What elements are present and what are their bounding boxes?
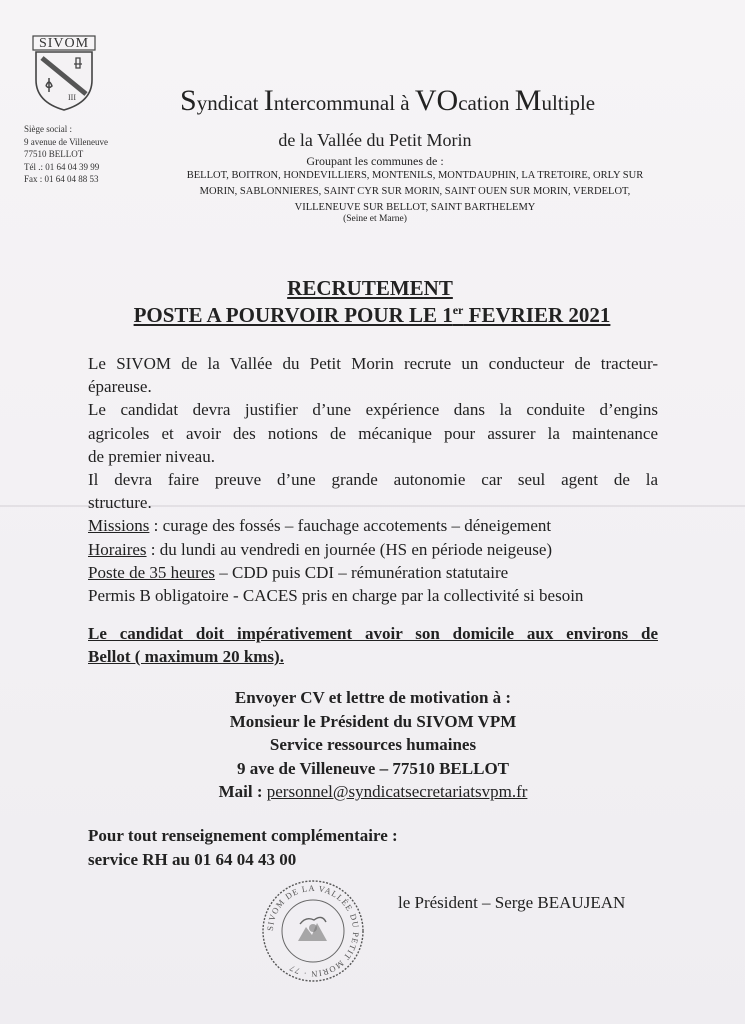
job-description [88, 352, 658, 607]
residence-requirement [88, 622, 658, 668]
requirement-line: agricoles et avoir des notions de mécanique pour assurer la maintenance [88, 423, 658, 443]
application-address [88, 686, 658, 804]
requirement-line: Le candidat devra justifier d’une expérience dans la conduite d’engins [88, 400, 658, 420]
organization-name: Syndicat Intercommunal à VOcation Multiple [180, 84, 596, 117]
hours-line: Horaires : du lundi au vendredi en journée (HS en période neigeuse) [88, 539, 553, 559]
autonomy-line-end: structure. [88, 493, 152, 513]
sender-city: 77510 BELLOT [24, 149, 84, 159]
stamp-text: SIVOM DE LA VALLÉE DU PETIT MORIN · 77 [264, 882, 362, 980]
requirement-line-end: de premier niveau. [88, 446, 215, 466]
grouping-label: Groupant les communes de : [306, 154, 444, 168]
organization-subtitle: de la Vallée du Petit Morin [278, 130, 472, 150]
license-line: Permis B obligatoire - CACES pris en charge par la collectivité si besoin [88, 586, 584, 606]
intro-line-end: épareuse. [88, 377, 152, 397]
svg-text:III: III [68, 93, 76, 102]
contact-info [88, 824, 588, 872]
missions-line: Missions : curage des fossés – fauchage accotements – déneigement [88, 516, 552, 536]
position-title: POSTE A POURVOIR POUR LE 1er FEVRIER 2021 [133, 303, 611, 327]
autonomy-line: Il devra faire preuve d’une grande autonomie car seul agent de la [88, 470, 658, 490]
info-line-2: service RH au 01 64 04 43 00 [88, 850, 297, 869]
info-line-1: Pour tout renseignement complémentaire : [88, 826, 398, 845]
residence-line-2: Bellot ( maximum 20 kms). [88, 647, 284, 666]
send-line-1: Envoyer CV et lettre de motivation à : [234, 688, 512, 707]
official-stamp [258, 876, 368, 986]
send-line-2: Monsieur le Président du SIVOM VPM [229, 711, 517, 731]
sender-tel: Tél .: 01 64 04 39 99 [24, 161, 100, 172]
position-line: Poste de 35 heures – CDD puis CDI – rémunération statutaire [88, 562, 509, 582]
intro-line: Le SIVOM de la Vallée du Petit Morin recrute un conducteur de tracteur- [88, 354, 658, 373]
sender-street: 9 avenue de Villeneuve [24, 136, 109, 147]
sender-address [24, 123, 108, 186]
logo-text: SIVOM [38, 36, 90, 51]
recruitment-title: RECRUTEMENT [287, 276, 453, 300]
send-line-4: 9 ave de Villeneuve – 77510 BELLOT [236, 758, 510, 778]
residence-line-1: Le candidat doit impérativement avoir son domicile aux environs de [88, 624, 658, 643]
department: (Seine et Marne) [343, 214, 407, 224]
send-line-3: Service ressources humaines [269, 735, 477, 754]
sender-label: Siège social : [24, 124, 72, 134]
signature: le Président – Serge BEAUJEAN [398, 893, 626, 912]
email-link[interactable]: personnel@syndicatsecretariatsvpm.fr [266, 782, 528, 801]
communes-list: BELLOT, BOITRON, HONDEVILLIERS, MONTENILS, MONTDAUPHIN, LA TRETOIRE, ORLY SUR MORIN, SABLONNIERES, SAINT CYR SUR MORIN, SAINT OUEN SUR MORIN, VERDELOT, VILLENEUVE SUR BELLOT, SAINT BARTHELEMY [186, 170, 644, 213]
mail-line: Mail : personnel@syndicatsecretariatsvpm.fr [218, 782, 528, 801]
sender-fax: Fax : 01 64 04 88 53 [24, 174, 99, 184]
